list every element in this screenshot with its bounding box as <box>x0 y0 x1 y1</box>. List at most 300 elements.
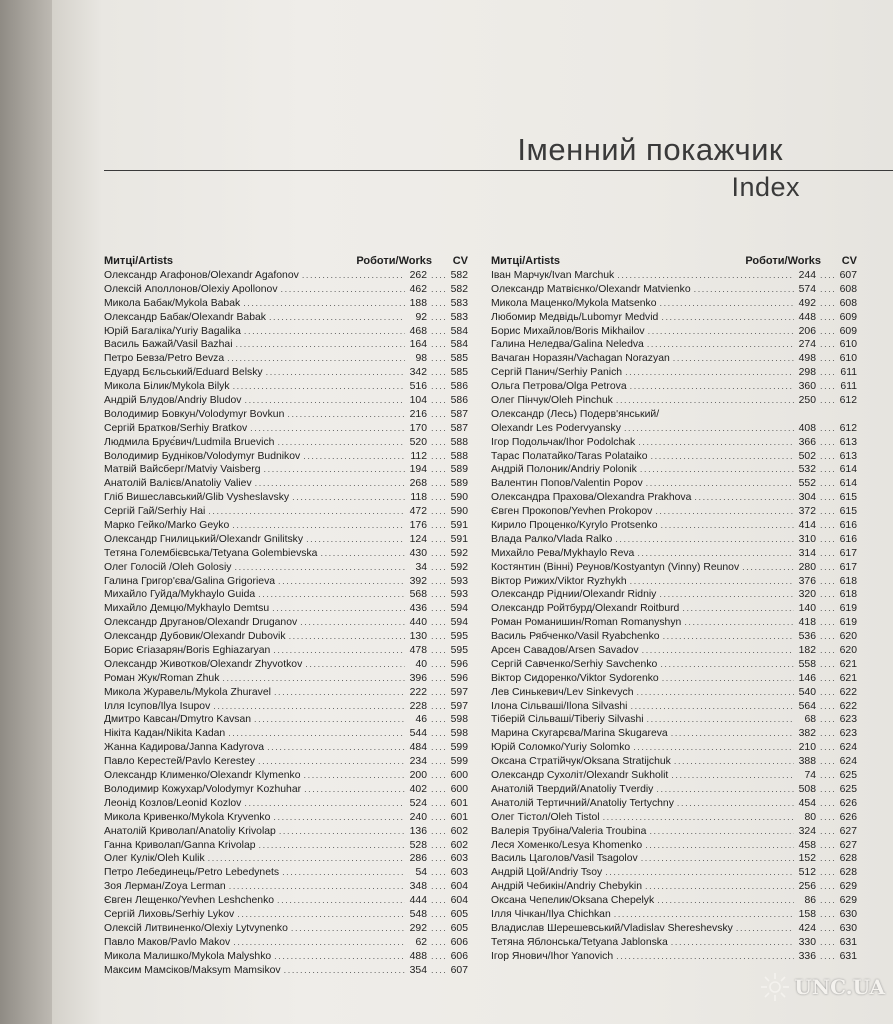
cv-page: 587 <box>450 408 468 420</box>
works-page: 444 <box>409 895 427 907</box>
artist-name: Євген Прокопов/Yevhen Prokopov <box>491 506 653 518</box>
index-entry <box>104 769 468 783</box>
dot-leader <box>282 866 405 880</box>
cv-page: 598 <box>450 714 468 726</box>
artist-name: Володимир Бовкун/Volodymyr Bovkun <box>104 408 285 420</box>
cv-page: 625 <box>839 783 857 795</box>
cv-page: 589 <box>450 464 468 476</box>
dot-leader <box>614 908 794 922</box>
works-page: 436 <box>409 603 427 615</box>
works-page: 488 <box>409 950 427 962</box>
artist-name: Анатолій Твердий/Anatoliy Tverdiy <box>491 783 654 795</box>
index-entry <box>491 325 857 339</box>
dot-leader <box>427 755 448 769</box>
artist-name: Іван Марчук/Ivan Marchuk <box>491 269 615 281</box>
dot-leader <box>816 741 837 755</box>
works-page: 206 <box>798 325 816 337</box>
index-entry <box>104 964 468 978</box>
cv-page: 595 <box>450 645 468 657</box>
dot-leader <box>427 325 448 339</box>
cv-page: 627 <box>839 825 857 837</box>
dot-leader <box>816 672 837 686</box>
works-page: 454 <box>798 797 816 809</box>
artist-name: Олександра Прахова/Olexandra Prakhova <box>491 492 692 504</box>
artist-name: Тіберій Сільваші/Tiberiy Silvashi <box>491 714 644 726</box>
cv-page: 630 <box>839 922 857 934</box>
dot-leader <box>272 602 405 616</box>
works-page: 564 <box>798 700 816 712</box>
cv-page: 607 <box>450 964 468 976</box>
index-entry <box>491 852 857 866</box>
artist-name: Олександр Агафонов/Olexandr Agafonov <box>104 269 299 281</box>
dot-leader <box>227 352 405 366</box>
index-entry <box>104 714 468 728</box>
cv-page: 606 <box>450 936 468 948</box>
cv-page: 602 <box>450 825 468 837</box>
artist-name: Олексій Литвиненко/Olexiy Lytvynenko <box>104 922 288 934</box>
works-page: 544 <box>409 728 427 740</box>
dot-leader <box>657 894 794 908</box>
cv-page: 582 <box>450 283 468 295</box>
dot-leader <box>816 616 837 630</box>
index-entry <box>104 908 468 922</box>
artist-name: Леонід Козлов/Leonid Kozlov <box>104 797 242 809</box>
artist-name: Дмитро Кавсан/Dmytro Kavsan <box>104 714 252 726</box>
dot-leader <box>305 658 405 672</box>
artist-name: Василь Цаголов/Vasil Tsagolov <box>491 853 638 865</box>
dot-leader <box>816 588 837 602</box>
dot-leader <box>816 338 837 352</box>
dot-leader <box>816 269 837 283</box>
index-entry <box>491 533 857 547</box>
dot-leader <box>816 866 837 880</box>
dot-leader <box>816 491 837 505</box>
cv-page: 608 <box>839 283 857 295</box>
dot-leader <box>816 783 837 797</box>
works-page: 98 <box>415 353 427 365</box>
cv-page: 606 <box>450 950 468 962</box>
works-page: 210 <box>798 742 816 754</box>
dot-leader <box>816 950 837 964</box>
cv-page: 592 <box>450 547 468 559</box>
index-entry <box>104 727 468 741</box>
index-entry <box>491 380 857 394</box>
artist-name: Олексій Аполлонов/Olexiy Apollonov <box>104 283 278 295</box>
cv-page: 595 <box>450 631 468 643</box>
dot-leader <box>208 505 405 519</box>
cv-page: 602 <box>450 839 468 851</box>
cv-page: 586 <box>450 381 468 393</box>
header-rule <box>104 170 893 171</box>
cv-page: 617 <box>839 547 857 559</box>
dot-leader <box>816 394 837 408</box>
artist-name: Микола Білик/Mykola Bilyk <box>104 381 230 393</box>
dot-leader <box>277 436 405 450</box>
dot-leader <box>427 672 448 686</box>
artist-name: Тарас Полатайко/Taras Polataiko <box>491 450 648 462</box>
dot-leader <box>250 422 405 436</box>
cv-page: 594 <box>450 603 468 615</box>
index-entry <box>104 672 468 686</box>
artist-name: Олександр Дубовик/Olexandr Dubovik <box>104 631 286 643</box>
dot-leader <box>816 463 837 477</box>
cv-page: 609 <box>839 311 857 323</box>
index-entry <box>104 408 468 422</box>
artist-name: Михайло Гуйда/Mykhaylo Guida <box>104 589 256 601</box>
dot-leader <box>671 769 794 783</box>
artist-name: Василь Бажай/Vasil Bazhai <box>104 339 233 351</box>
cv-page: 626 <box>839 811 857 823</box>
works-page: 558 <box>798 658 816 670</box>
works-page: 408 <box>798 422 816 434</box>
index-entry <box>104 866 468 880</box>
index-entry <box>104 519 468 533</box>
dot-leader <box>222 672 405 686</box>
works-page: 286 <box>409 853 427 865</box>
dot-leader <box>236 338 406 352</box>
works-page: 40 <box>415 658 427 670</box>
works-page: 194 <box>409 464 427 476</box>
dot-leader <box>661 519 794 533</box>
dot-leader <box>264 463 405 477</box>
dot-leader <box>625 366 794 380</box>
artist-name: Оксана Чепелик/Oksana Chepelyk <box>491 895 655 907</box>
artist-name: Галина Григор'єва/Galina Grigorieva <box>104 575 276 587</box>
works-page: 516 <box>409 381 427 393</box>
works-page: 382 <box>798 728 816 740</box>
dot-leader <box>816 880 837 894</box>
cv-page: 629 <box>839 881 857 893</box>
works-page: 472 <box>409 506 427 518</box>
index-entry <box>104 825 468 839</box>
dot-leader <box>641 852 794 866</box>
index-list-right <box>491 269 857 964</box>
dot-leader <box>427 533 448 547</box>
cv-page: 596 <box>450 672 468 684</box>
dot-leader <box>427 839 448 853</box>
artist-name: Павло Маков/Pavlo Makov <box>104 936 231 948</box>
dot-leader <box>649 825 794 839</box>
dot-leader <box>816 533 837 547</box>
cv-page: 590 <box>450 492 468 504</box>
index-entry <box>104 394 468 408</box>
column-header <box>491 254 857 267</box>
index-entry <box>491 630 857 644</box>
index-entry <box>104 686 468 700</box>
dot-leader <box>273 811 405 825</box>
dot-leader <box>237 908 405 922</box>
cv-page: 616 <box>839 520 857 532</box>
cv-page: 604 <box>450 895 468 907</box>
dot-leader <box>659 588 794 602</box>
index-entry <box>104 491 468 505</box>
index-entry <box>104 950 468 964</box>
artist-name: Любомир Медвідь/Lubomyr Medvid <box>491 311 659 323</box>
index-entry <box>104 352 468 366</box>
artist-name: Olexandr Les Podervyansky <box>491 422 621 434</box>
dot-leader <box>647 338 794 352</box>
artist-name: Влада Ралко/Vlada Ralko <box>491 533 613 545</box>
works-page: 256 <box>798 881 816 893</box>
cv-page: 617 <box>839 561 857 573</box>
index-entry <box>104 741 468 755</box>
works-page: 520 <box>409 436 427 448</box>
column-header <box>104 254 468 267</box>
cv-page: 593 <box>450 589 468 601</box>
index-entry <box>104 338 468 352</box>
page-title-english: Index <box>731 172 800 202</box>
dot-leader <box>816 630 837 644</box>
cv-page: 611 <box>840 367 857 379</box>
index-entry <box>491 505 857 519</box>
dot-leader <box>254 714 405 728</box>
cv-page: 621 <box>839 672 857 684</box>
index-entry <box>491 269 857 283</box>
dot-leader <box>816 352 837 366</box>
works-page: 324 <box>798 825 816 837</box>
index-entry <box>104 588 468 602</box>
dot-leader <box>427 463 448 477</box>
dot-leader <box>816 797 837 811</box>
index-entry <box>491 436 857 450</box>
works-page: 342 <box>409 367 427 379</box>
dot-leader <box>427 825 448 839</box>
dot-leader <box>645 880 794 894</box>
dot-leader <box>615 533 794 547</box>
index-entry <box>104 297 468 311</box>
cv-page: 630 <box>839 908 857 920</box>
dot-leader <box>816 936 837 950</box>
artist-name: Владислав Шерешевський/Vladislav Shereshevsky <box>491 922 733 934</box>
dot-leader <box>816 575 837 589</box>
works-page: 216 <box>409 408 427 420</box>
cv-page: 601 <box>450 811 468 823</box>
artist-name: Сергій Братков/Serhiy Bratkov <box>104 422 248 434</box>
dot-leader <box>233 380 405 394</box>
index-entry <box>104 422 468 436</box>
works-page: 376 <box>798 575 816 587</box>
dot-leader <box>229 880 405 894</box>
works-page: 228 <box>409 700 427 712</box>
index-entry <box>104 269 468 283</box>
works-page: 130 <box>409 631 427 643</box>
artist-name: Василь Рябченко/Vasil Ryabchenko <box>491 631 660 643</box>
dot-leader <box>427 311 448 325</box>
index-entry <box>104 616 468 630</box>
index-entry <box>104 325 468 339</box>
cv-page: 612 <box>839 395 857 406</box>
dot-leader <box>244 797 405 811</box>
dot-leader <box>303 450 405 464</box>
index-entry <box>104 922 468 936</box>
dot-leader <box>816 422 837 436</box>
works-page: 336 <box>798 950 816 962</box>
artist-name: Олег Тістол/Oleh Tistol <box>491 811 600 823</box>
dot-leader <box>427 714 448 728</box>
index-entry <box>491 894 857 908</box>
artist-name: Валерія Трубіна/Valeria Troubina <box>491 825 647 837</box>
dot-leader <box>427 519 448 533</box>
index-entry <box>491 658 857 672</box>
artist-name: Оксана Стратійчук/Oksana Stratijchuk <box>491 756 671 768</box>
artist-name: Вачаган Норазян/Vachagan Norazyan <box>491 353 670 365</box>
works-page: 200 <box>409 770 427 782</box>
cv-page: 610 <box>839 339 857 351</box>
dot-leader <box>603 811 794 825</box>
artist-name: Ганна Криволап/Ganna Krivolap <box>104 839 256 851</box>
index-entry <box>491 727 857 741</box>
index-entry <box>104 783 468 797</box>
dot-leader <box>427 644 448 658</box>
dot-leader <box>816 366 837 380</box>
index-entry <box>104 658 468 672</box>
cv-page: 582 <box>450 269 468 281</box>
dot-leader <box>258 588 405 602</box>
cv-page: 600 <box>450 783 468 795</box>
dot-leader <box>279 825 405 839</box>
dot-leader <box>656 783 794 797</box>
dot-leader <box>427 450 448 464</box>
artist-name: Андрій Цой/Andriy Tsoy <box>491 867 603 879</box>
artist-name: Ольга Петрова/Olga Petrova <box>491 381 627 393</box>
artist-name: Олександр Ройтбурд/Olexandr Roitburd <box>491 603 680 615</box>
dot-leader <box>258 755 405 769</box>
works-page: 502 <box>798 450 816 462</box>
cv-page: 627 <box>839 839 857 851</box>
works-page: 360 <box>798 381 816 393</box>
dot-leader <box>816 477 837 491</box>
dot-leader <box>637 547 794 561</box>
dot-leader <box>259 839 405 853</box>
sunburst-logo-icon <box>760 972 790 1002</box>
dot-leader <box>255 477 405 491</box>
dot-leader <box>605 866 794 880</box>
dot-leader <box>630 380 794 394</box>
artist-name: Андрій Чебикін/Andriy Chebykin <box>491 881 642 893</box>
cv-page: 612 <box>839 422 857 434</box>
works-page: 176 <box>409 520 427 532</box>
works-page: 492 <box>798 297 816 309</box>
dot-leader <box>646 477 794 491</box>
cv-page: 588 <box>450 436 468 448</box>
index-list-left <box>104 269 468 977</box>
artist-name: Михайло Демцю/Mykhaylo Demtsu <box>104 603 270 615</box>
works-page: 568 <box>409 589 427 601</box>
artist-name: Тетяна Голембієвська/Tetyana Golembievska <box>104 547 318 559</box>
works-page: 182 <box>798 645 816 657</box>
artist-name: Костянтин (Вінні) Реунов/Kostyantyn (Vinny) Reunov <box>491 561 740 573</box>
artist-name: Жанна Кадирова/Janna Kadyrova <box>104 742 265 754</box>
dot-leader <box>427 422 448 436</box>
artist-name: Едуард Бєльський/Eduard Belsky <box>104 367 263 379</box>
dot-leader <box>320 547 405 561</box>
dot-leader <box>684 616 794 630</box>
works-page: 240 <box>409 811 427 823</box>
index-entry <box>491 769 857 783</box>
index-entry <box>104 575 468 589</box>
dot-leader <box>671 936 794 950</box>
dot-leader <box>427 616 448 630</box>
works-page: 104 <box>409 395 427 406</box>
works-page: 524 <box>409 797 427 809</box>
dot-leader <box>671 727 794 741</box>
dot-leader <box>266 366 405 380</box>
dot-leader <box>427 505 448 519</box>
works-page: 158 <box>798 908 816 920</box>
works-page: 414 <box>798 520 816 532</box>
works-page: 548 <box>409 908 427 920</box>
cv-page: 631 <box>839 936 857 948</box>
works-page: 448 <box>798 311 816 323</box>
dot-leader <box>292 491 405 505</box>
dot-leader <box>816 380 837 394</box>
index-entry <box>104 505 468 519</box>
cv-page: 585 <box>450 353 468 365</box>
artist-name: Людмила Брує́вич/Ludmila Bruevich <box>104 436 275 448</box>
artist-name: Олександр Клименко/Olexandr Klymenko <box>104 770 301 782</box>
artist-name: Андрій Полоник/Andriy Polonik <box>491 464 637 476</box>
dot-leader <box>300 616 405 630</box>
cv-page: 624 <box>839 742 857 754</box>
dot-leader <box>648 325 794 339</box>
cv-page: 587 <box>450 422 468 434</box>
index-entry <box>104 547 468 561</box>
dot-leader <box>427 950 448 964</box>
dot-leader <box>427 658 448 672</box>
dot-leader <box>816 436 837 450</box>
index-entry <box>491 672 857 686</box>
artist-name: Анатолій Тертичний/Anatoliy Tertychny <box>491 797 674 809</box>
cv-page: 584 <box>450 325 468 337</box>
artist-name: Сергій Савченко/Serhiy Savchenko <box>491 658 658 670</box>
cv-page: 603 <box>450 867 468 879</box>
dot-leader <box>427 700 448 714</box>
index-entry <box>491 394 857 408</box>
dot-leader <box>630 575 794 589</box>
dot-leader <box>816 519 837 533</box>
dot-leader <box>289 630 405 644</box>
artist-name: Юрій Багаліка/Yuriy Bagalika <box>104 325 241 337</box>
dot-leader <box>640 463 794 477</box>
works-page: 92 <box>415 311 427 323</box>
dot-leader <box>816 811 837 825</box>
cv-page: 594 <box>450 617 468 629</box>
dot-leader <box>736 922 794 936</box>
dot-leader <box>427 686 448 700</box>
cv-page: 626 <box>839 797 857 809</box>
dot-leader <box>427 797 448 811</box>
works-page: 170 <box>409 422 427 434</box>
index-entry <box>104 463 468 477</box>
cv-page: 631 <box>839 950 857 962</box>
artist-name: Олександр Бабак/Olexandr Babak <box>104 311 266 323</box>
dot-leader <box>427 380 448 394</box>
artist-name: Лев Синькевич/Lev Sinkevych <box>491 686 634 698</box>
index-entry <box>104 602 468 616</box>
index-entry <box>491 755 857 769</box>
artist-name: Максим Мамсіков/Maksym Mamsikov <box>104 964 281 976</box>
index-entry <box>104 852 468 866</box>
artist-name: Кирило Проценко/Kyrylo Protsenko <box>491 520 658 532</box>
works-page: 136 <box>409 825 427 837</box>
cv-page: 591 <box>450 533 468 545</box>
works-page: 54 <box>415 867 427 879</box>
artist-name: Олександр Гнилицький/Olexandr Gnilitsky <box>104 533 304 545</box>
works-page: 354 <box>409 964 427 976</box>
index-column-left <box>104 254 468 977</box>
dot-leader <box>816 825 837 839</box>
index-entry <box>104 311 468 325</box>
